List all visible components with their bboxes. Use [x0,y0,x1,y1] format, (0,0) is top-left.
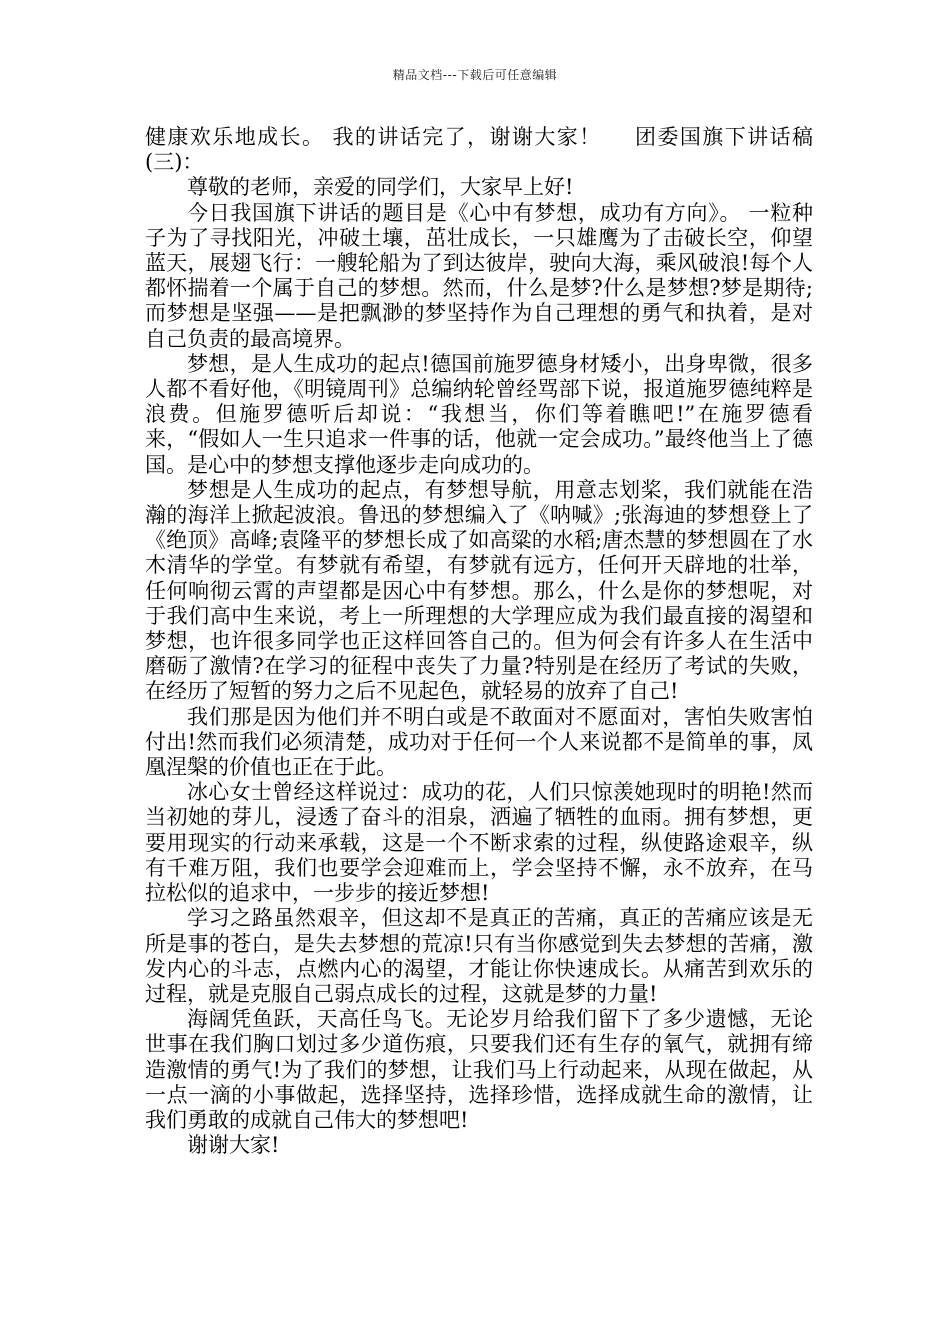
paragraph-dream-starting-point: 梦想是人生成功的起点，有梦想导航，用意志划桨，我们就能在浩瀚的海洋上掀起波浪。鲁迅的梦想编入了《呐喊》;张海迪的梦想登上了《绝顶》高峰;袁隆平的梦想长成了如高粱的水稻;唐杰慧的梦想圆在了水木清华的学堂。有梦就有希望，有梦就有远方，任何开天辟地的壮举，任何响彻云霄的声望都是因心中有梦想。那么，什么是你的梦想呢，对于我们高中生来说，考上一所理想的大学理应成为我们最直接的渴望和梦想，也许很多同学也正这样回答自己的。但为何会有许多人在生活中磨砺了激情?在学习的征程中丧失了力量?特别是在经历了考试的失败，在经历了短暂的努力之后不见起色，就轻易的放弃了自己! [145,477,813,704]
document-body [145,125,813,1158]
paragraph-call-to-action: 海阔凭鱼跃，天高任鸟飞。无论岁月给我们留下了多少遗憾，无论世事在我们胸口划过多少道伤痕，只要我们还有生存的氧气，就拥有缔造激情的勇气!为了我们的梦想，让我们马上行动起来，从现在做起，从一点一滴的小事做起，选择坚持，选择珍惜，选择成就生命的激情，让我们勇敢的成就自己伟大的梦想吧! [145,1007,813,1132]
intro-text-part1: 健康欢乐地成长。 我的讲话完了，谢谢大家！ [145,125,602,149]
paragraph-thanks: 谢谢大家! [187,1133,280,1158]
intro-text-part2: 团委国旗下讲话稿(三)： [145,125,813,175]
paragraph-fear-of-failure: 我们那是因为他们并不明白或是不敢面对不愿面对，害怕失败害怕付出!然而我们必须清楚，成功对于任何一个人来说都不是简单的事，凤凰涅槃的价值也正在于此。 [145,704,813,780]
page-header: 精品文档---下载后可任意编辑 [392,68,558,82]
paragraph-topic: 今日我国旗下讲话的题目是《心中有梦想，成功有方向》。 一粒种子为了寻找阳光，冲破土壤，茁壮成长，一只雄鹰为了击破长空，仰望蓝天，展翅飞行：一艘轮船为了到达彼岸，驶向大海，乘风破浪!每个人都怀揣着一个属于自己的梦想。然而，什么是梦?什么是梦想?梦是期待;而梦想是坚强——是把飘渺的梦坚持作为自己理想的勇气和执着，是对自己负责的最高境界。 [145,200,813,351]
paragraph-greeting: 尊敬的老师，亲爱的同学们，大家早上好! [187,175,574,200]
intro-paragraph [145,125,813,175]
paragraph-schroeder: 梦想，是人生成功的起点!德国前施罗德身材矮小，出身卑微，很多人都不看好他，《明镜周刊》总编纳轮曾经骂部下说，报道施罗德纯粹是浪费。但施罗德听后却说：“我想当，你们等着瞧吧!”在施罗德看来，“假如人一生只追求一件事的话，他就一定会成功。”最终他当上了德国。是心中的梦想支撑他逐步走向成功的。 [145,351,813,477]
paragraph-learning-road: 学习之路虽然艰辛，但这却不是真正的苦痛，真正的苦痛应该是无所是事的苍白，是失去梦想的荒凉!只有当你感觉到失去梦想的苦痛，激发内心的斗志，点燃内心的渴望，才能让你快速成长。从痛苦到欢乐的过程，就是克服自己弱点成长的过程，这就是梦的力量! [145,906,813,1006]
paragraph-bingxin-quote: 冰心女士曾经这样说过：成功的花，人们只惊羡她现时的明艳!然而当初她的芽儿，浸透了奋斗的泪泉，洒遍了牺牲的血雨。拥有梦想，更要用现实的行动来承载，这是一个不断求索的过程，纵使路途艰辛，纵有千难万阻，我们也要学会迎难而上，学会坚持不懈，永不放弃，在马拉松似的追求中，一步步的接近梦想! [145,780,813,906]
